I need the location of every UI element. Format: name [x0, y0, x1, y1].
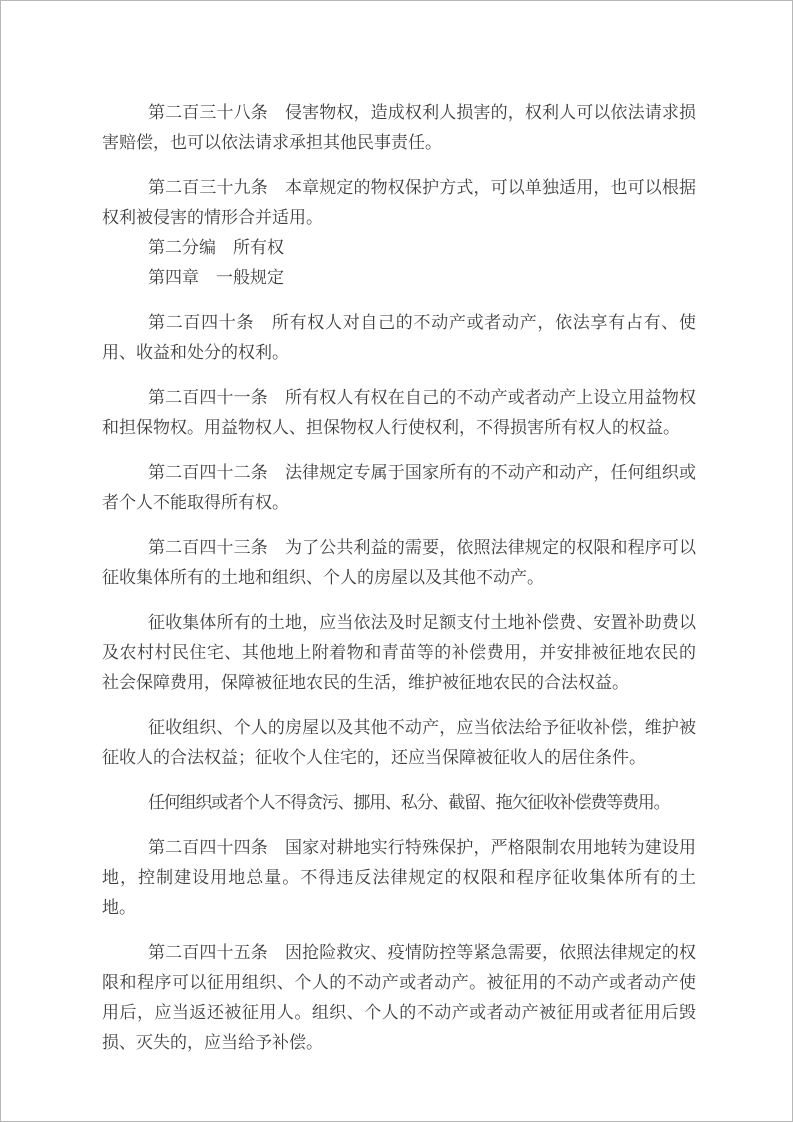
article-241-paragraph: 第二百四十一条 所有权人有权在自己的不动产或者动产上设立用益物权和担保物权。用益物权人、担保物权人行使权利，不得损害所有权人的权益。: [102, 388, 696, 437]
article-242-paragraph: 第二百四十二条 法律规定专属于国家所有的不动产和动产，任何组织或者个人不能取得所有权。: [102, 463, 696, 512]
article-245-paragraph: 第二百四十五条 因抢险救灾、疫情防控等紧急需要，依照法律规定的权限和程序可以征用组织、个人的不动产或者动产。被征用的不动产或者动产使用后，应当返还被征用人。组织、个人的不动产或者动产被征用或者征用后毁损、灭失的，应当给予补偿。: [102, 943, 696, 1052]
article-243-paragraph-3: 征收组织、个人的房屋以及其他不动产，应当依法给予征收补偿，维护被征收人的合法权益；征收个人住宅的，还应当保障被征收人的居住条件。: [102, 718, 696, 767]
article-244-paragraph: 第二百四十四条 国家对耕地实行特殊保护，严格限制农用地转为建设用地，控制建设用地总量。不得违反法律规定的权限和程序征收集体所有的土地。: [102, 838, 696, 917]
article-240-paragraph: 第二百四十条 所有权人对自己的不动产或者动产，依法享有占有、使用、收益和处分的权利。: [102, 313, 696, 362]
article-239-paragraph: 第二百三十九条 本章规定的物权保护方式，可以单独适用，也可以根据权利被侵害的情形合并适用。: [102, 178, 696, 227]
article-238-paragraph: 第二百三十八条 侵害物权，造成权利人损害的，权利人可以依法请求损害赔偿，也可以依法请求承担其他民事责任。: [102, 103, 696, 152]
chapter-4-heading: 第四章 一般规定: [148, 268, 284, 287]
article-243-paragraph-2: 征收集体所有的土地，应当依法及时足额支付土地补偿费、安置补助费以及农村村民住宅、其他地上附着物和青苗等的补偿费用，并安排被征地农民的社会保障费用，保障被征地农民的生活，维护被征地农民的合法权益。: [102, 613, 696, 692]
part-2-heading: 第二分编 所有权: [148, 238, 284, 257]
article-243-paragraph-4: 任何组织或者个人不得贪污、挪用、私分、截留、拖欠征收补偿费等费用。: [148, 793, 670, 812]
article-243-paragraph-1: 第二百四十三条 为了公共利益的需要，依照法律规定的权限和程序可以征收集体所有的土地和组织、个人的房屋以及其他不动产。: [102, 538, 696, 587]
